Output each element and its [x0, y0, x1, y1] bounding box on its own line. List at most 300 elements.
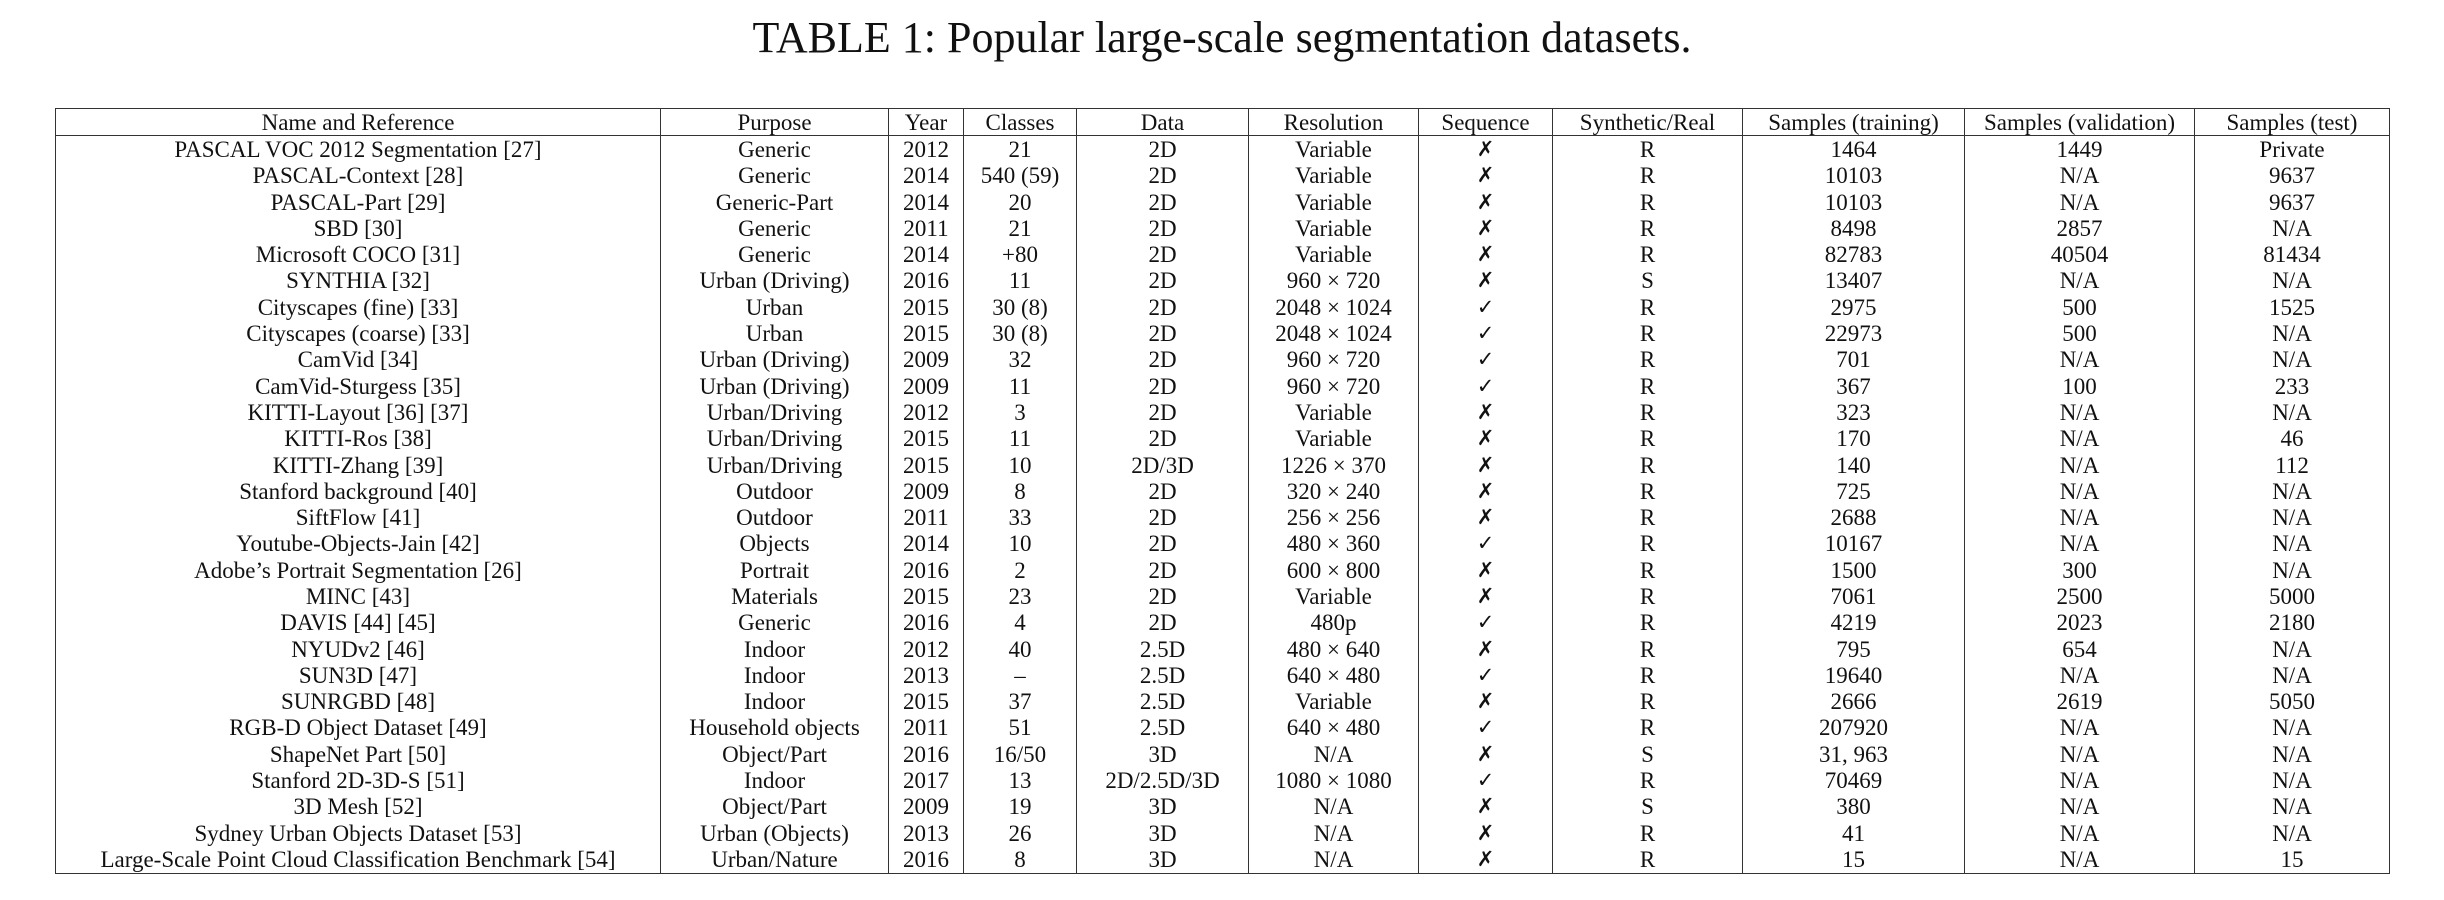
cross-mark-icon: ✗: [1419, 741, 1553, 767]
cell-synthetic-real: R: [1553, 636, 1743, 662]
cell-samples-validation: 654: [1965, 636, 2195, 662]
table-row: [56, 320, 2390, 346]
cell-name: Microsoft COCO [31]: [56, 241, 661, 267]
cell-synthetic-real: R: [1553, 426, 1743, 452]
cell-samples-validation: N/A: [1965, 347, 2195, 373]
cell-name: CamVid [34]: [56, 347, 661, 373]
cell-samples-test: N/A: [2195, 504, 2390, 530]
cell-samples-validation: N/A: [1965, 399, 2195, 425]
cell-samples-validation: 40504: [1965, 241, 2195, 267]
cell-samples-validation: 100: [1965, 373, 2195, 399]
cell-resolution: N/A: [1249, 794, 1419, 820]
cross-mark-icon: ✗: [1419, 215, 1553, 241]
cell-samples-validation: 2857: [1965, 215, 2195, 241]
cell-samples-test: 46: [2195, 426, 2390, 452]
cell-resolution: 2048 × 1024: [1249, 320, 1419, 346]
cross-mark-icon: ✗: [1419, 636, 1553, 662]
cell-data: 2D: [1077, 320, 1249, 346]
cross-mark-icon: ✗: [1419, 426, 1553, 452]
cell-samples-test: N/A: [2195, 794, 2390, 820]
cell-name: SUN3D [47]: [56, 662, 661, 688]
cell-synthetic-real: R: [1553, 820, 1743, 846]
cell-samples-validation: N/A: [1965, 452, 2195, 478]
cell-samples-validation: N/A: [1965, 767, 2195, 793]
cell-resolution: 960 × 720: [1249, 373, 1419, 399]
cell-samples-training: 701: [1743, 347, 1965, 373]
cell-resolution: N/A: [1249, 741, 1419, 767]
cell-data: 2D: [1077, 426, 1249, 452]
cell-samples-validation: N/A: [1965, 794, 2195, 820]
cell-year: 2011: [889, 504, 964, 530]
cell-name: Stanford background [40]: [56, 478, 661, 504]
table-row: [56, 689, 2390, 715]
check-mark-icon: ✓: [1419, 610, 1553, 636]
cell-name: Large-Scale Point Cloud Classification Benchmark [54]: [56, 846, 661, 873]
cell-samples-test: 81434: [2195, 241, 2390, 267]
check-mark-icon: ✓: [1419, 767, 1553, 793]
cell-data: 2D: [1077, 504, 1249, 530]
cell-year: 2015: [889, 294, 964, 320]
cell-year: 2012: [889, 136, 964, 163]
cell-resolution: Variable: [1249, 241, 1419, 267]
datasets-table: [55, 108, 2390, 874]
cell-synthetic-real: R: [1553, 136, 1743, 163]
cell-year: 2013: [889, 662, 964, 688]
cell-classes: 51: [964, 715, 1077, 741]
cell-samples-training: 2666: [1743, 689, 1965, 715]
cell-classes: 13: [964, 767, 1077, 793]
cell-purpose: Urban/Nature: [661, 846, 889, 873]
cell-year: 2014: [889, 189, 964, 215]
cell-classes: 26: [964, 820, 1077, 846]
table-row: [56, 399, 2390, 425]
cell-samples-validation: 2619: [1965, 689, 2195, 715]
table-row: [56, 136, 2390, 163]
cell-data: 3D: [1077, 820, 1249, 846]
cell-data: 2.5D: [1077, 662, 1249, 688]
cell-synthetic-real: R: [1553, 689, 1743, 715]
header-classes: Classes: [964, 109, 1077, 136]
cell-purpose: Urban: [661, 320, 889, 346]
cell-year: 2009: [889, 347, 964, 373]
cell-samples-test: Private: [2195, 136, 2390, 163]
cell-year: 2009: [889, 478, 964, 504]
cell-samples-test: N/A: [2195, 320, 2390, 346]
cell-name: RGB-D Object Dataset [49]: [56, 715, 661, 741]
cross-mark-icon: ✗: [1419, 136, 1553, 163]
check-mark-icon: ✓: [1419, 320, 1553, 346]
cell-resolution: 1226 × 370: [1249, 452, 1419, 478]
cross-mark-icon: ✗: [1419, 557, 1553, 583]
cell-samples-test: 5000: [2195, 583, 2390, 609]
cell-resolution: 2048 × 1024: [1249, 294, 1419, 320]
cell-samples-training: 140: [1743, 452, 1965, 478]
cell-samples-training: 1464: [1743, 136, 1965, 163]
table-row: [56, 452, 2390, 478]
cell-synthetic-real: R: [1553, 846, 1743, 873]
cell-samples-test: 112: [2195, 452, 2390, 478]
cell-synthetic-real: R: [1553, 373, 1743, 399]
check-mark-icon: ✓: [1419, 373, 1553, 399]
cell-synthetic-real: R: [1553, 163, 1743, 189]
cell-samples-validation: N/A: [1965, 846, 2195, 873]
cell-samples-test: 2180: [2195, 610, 2390, 636]
cell-purpose: Indoor: [661, 689, 889, 715]
table-row: [56, 715, 2390, 741]
cell-year: 2015: [889, 426, 964, 452]
header-resolution: Resolution: [1249, 109, 1419, 136]
cell-purpose: Generic-Part: [661, 189, 889, 215]
cell-resolution: 480 × 640: [1249, 636, 1419, 662]
cell-year: 2015: [889, 452, 964, 478]
cell-synthetic-real: R: [1553, 452, 1743, 478]
cell-samples-validation: 500: [1965, 294, 2195, 320]
header-samples-validation: Samples (validation): [1965, 109, 2195, 136]
cell-resolution: Variable: [1249, 215, 1419, 241]
cross-mark-icon: ✗: [1419, 241, 1553, 267]
cell-samples-validation: N/A: [1965, 268, 2195, 294]
cell-classes: 33: [964, 504, 1077, 530]
cell-classes: 30 (8): [964, 294, 1077, 320]
cell-resolution: 480p: [1249, 610, 1419, 636]
cell-samples-training: 367: [1743, 373, 1965, 399]
cell-samples-validation: N/A: [1965, 531, 2195, 557]
cell-samples-training: 70469: [1743, 767, 1965, 793]
cell-samples-test: N/A: [2195, 820, 2390, 846]
cell-synthetic-real: R: [1553, 715, 1743, 741]
cell-samples-test: N/A: [2195, 715, 2390, 741]
cell-classes: 4: [964, 610, 1077, 636]
cell-samples-test: 233: [2195, 373, 2390, 399]
table-caption: TABLE 1: Popular large-scale segmentation datasets.: [752, 13, 1692, 62]
check-mark-icon: ✓: [1419, 531, 1553, 557]
table-row: [56, 794, 2390, 820]
cross-mark-icon: ✗: [1419, 163, 1553, 189]
cell-synthetic-real: R: [1553, 320, 1743, 346]
cell-synthetic-real: R: [1553, 662, 1743, 688]
cross-mark-icon: ✗: [1419, 399, 1553, 425]
cell-year: 2009: [889, 373, 964, 399]
cell-samples-training: 10103: [1743, 163, 1965, 189]
cell-purpose: Generic: [661, 136, 889, 163]
cross-mark-icon: ✗: [1419, 846, 1553, 873]
cell-year: 2014: [889, 163, 964, 189]
cell-resolution: N/A: [1249, 820, 1419, 846]
header-name: Name and Reference: [56, 109, 661, 136]
cell-samples-training: 7061: [1743, 583, 1965, 609]
check-mark-icon: ✓: [1419, 715, 1553, 741]
cell-name: PASCAL-Part [29]: [56, 189, 661, 215]
cell-data: 2D: [1077, 478, 1249, 504]
table-row: [56, 767, 2390, 793]
check-mark-icon: ✓: [1419, 294, 1553, 320]
cell-data: 2D: [1077, 373, 1249, 399]
cell-classes: 3: [964, 399, 1077, 425]
cell-resolution: 640 × 480: [1249, 715, 1419, 741]
cell-classes: 8: [964, 846, 1077, 873]
cell-samples-training: 4219: [1743, 610, 1965, 636]
cross-mark-icon: ✗: [1419, 689, 1553, 715]
cell-synthetic-real: R: [1553, 531, 1743, 557]
cell-year: 2015: [889, 583, 964, 609]
table-row: [56, 426, 2390, 452]
cell-samples-test: N/A: [2195, 767, 2390, 793]
cell-samples-test: N/A: [2195, 478, 2390, 504]
cell-resolution: 1080 × 1080: [1249, 767, 1419, 793]
cell-year: 2016: [889, 268, 964, 294]
cell-samples-test: 5050: [2195, 689, 2390, 715]
cell-samples-training: 725: [1743, 478, 1965, 504]
check-mark-icon: ✓: [1419, 347, 1553, 373]
cell-year: 2016: [889, 610, 964, 636]
header-purpose: Purpose: [661, 109, 889, 136]
cell-samples-training: 19640: [1743, 662, 1965, 688]
cell-samples-test: N/A: [2195, 399, 2390, 425]
cell-samples-test: N/A: [2195, 662, 2390, 688]
cell-data: 2D: [1077, 583, 1249, 609]
cell-resolution: Variable: [1249, 136, 1419, 163]
cell-samples-test: 9637: [2195, 189, 2390, 215]
cell-samples-test: 1525: [2195, 294, 2390, 320]
table-row: [56, 846, 2390, 873]
cell-resolution: Variable: [1249, 163, 1419, 189]
table-row: [56, 478, 2390, 504]
cell-purpose: Urban (Objects): [661, 820, 889, 846]
cell-classes: 19: [964, 794, 1077, 820]
cell-resolution: Variable: [1249, 399, 1419, 425]
cell-name: SUNRGBD [48]: [56, 689, 661, 715]
cell-name: Adobe’s Portrait Segmentation [26]: [56, 557, 661, 583]
cell-year: 2015: [889, 320, 964, 346]
table-row: [56, 241, 2390, 267]
cell-samples-validation: N/A: [1965, 163, 2195, 189]
cell-samples-validation: N/A: [1965, 478, 2195, 504]
cell-synthetic-real: R: [1553, 583, 1743, 609]
cell-purpose: Household objects: [661, 715, 889, 741]
cell-name: Youtube-Objects-Jain [42]: [56, 531, 661, 557]
cross-mark-icon: ✗: [1419, 820, 1553, 846]
cell-name: SBD [30]: [56, 215, 661, 241]
cell-synthetic-real: S: [1553, 268, 1743, 294]
cell-classes: 10: [964, 452, 1077, 478]
cell-name: NYUDv2 [46]: [56, 636, 661, 662]
cell-data: 2D: [1077, 610, 1249, 636]
cell-samples-validation: N/A: [1965, 715, 2195, 741]
cell-samples-training: 323: [1743, 399, 1965, 425]
cell-samples-validation: N/A: [1965, 820, 2195, 846]
cell-samples-test: 15: [2195, 846, 2390, 873]
cell-purpose: Portrait: [661, 557, 889, 583]
cell-samples-validation: 500: [1965, 320, 2195, 346]
cell-classes: 8: [964, 478, 1077, 504]
cell-samples-test: N/A: [2195, 215, 2390, 241]
cell-samples-test: 9637: [2195, 163, 2390, 189]
cell-samples-test: N/A: [2195, 636, 2390, 662]
cell-purpose: Indoor: [661, 767, 889, 793]
cell-classes: 10: [964, 531, 1077, 557]
cell-samples-validation: N/A: [1965, 189, 2195, 215]
cell-classes: 11: [964, 373, 1077, 399]
table-row: [56, 820, 2390, 846]
table-row: [56, 268, 2390, 294]
cell-samples-validation: 2023: [1965, 610, 2195, 636]
cell-year: 2011: [889, 215, 964, 241]
cell-data: 2D: [1077, 347, 1249, 373]
cell-purpose: Generic: [661, 163, 889, 189]
cell-resolution: 640 × 480: [1249, 662, 1419, 688]
cross-mark-icon: ✗: [1419, 268, 1553, 294]
cell-year: 2009: [889, 794, 964, 820]
cell-synthetic-real: R: [1553, 399, 1743, 425]
cell-resolution: 600 × 800: [1249, 557, 1419, 583]
cell-classes: 2: [964, 557, 1077, 583]
cross-mark-icon: ✗: [1419, 189, 1553, 215]
cell-data: 3D: [1077, 741, 1249, 767]
cell-resolution: 960 × 720: [1249, 268, 1419, 294]
table-row: [56, 163, 2390, 189]
cell-synthetic-real: R: [1553, 294, 1743, 320]
cell-synthetic-real: R: [1553, 347, 1743, 373]
cell-purpose: Generic: [661, 610, 889, 636]
cross-mark-icon: ✗: [1419, 583, 1553, 609]
cell-purpose: Urban (Driving): [661, 373, 889, 399]
cell-purpose: Urban/Driving: [661, 426, 889, 452]
cell-classes: 21: [964, 215, 1077, 241]
cell-classes: 11: [964, 268, 1077, 294]
cell-samples-training: 15: [1743, 846, 1965, 873]
cell-data: 2D/2.5D/3D: [1077, 767, 1249, 793]
cell-data: 2.5D: [1077, 715, 1249, 741]
cell-name: MINC [43]: [56, 583, 661, 609]
table-row: [56, 741, 2390, 767]
cell-year: 2012: [889, 399, 964, 425]
cross-mark-icon: ✗: [1419, 452, 1553, 478]
cell-classes: 21: [964, 136, 1077, 163]
cell-data: 2.5D: [1077, 636, 1249, 662]
header-samples-test: Samples (test): [2195, 109, 2390, 136]
cell-purpose: Urban/Driving: [661, 452, 889, 478]
cell-year: 2012: [889, 636, 964, 662]
cell-classes: 40: [964, 636, 1077, 662]
cell-samples-training: 1500: [1743, 557, 1965, 583]
cell-purpose: Object/Part: [661, 794, 889, 820]
table-row: [56, 347, 2390, 373]
cell-data: 3D: [1077, 794, 1249, 820]
cell-year: 2016: [889, 741, 964, 767]
cell-samples-training: 170: [1743, 426, 1965, 452]
cell-name: PASCAL VOC 2012 Segmentation [27]: [56, 136, 661, 163]
cell-year: 2014: [889, 531, 964, 557]
cell-samples-test: N/A: [2195, 347, 2390, 373]
cell-data: 2D: [1077, 163, 1249, 189]
cell-name: 3D Mesh [52]: [56, 794, 661, 820]
cell-classes: 37: [964, 689, 1077, 715]
cell-samples-training: 10103: [1743, 189, 1965, 215]
table-row: [56, 662, 2390, 688]
cell-resolution: 960 × 720: [1249, 347, 1419, 373]
cell-resolution: N/A: [1249, 846, 1419, 873]
cell-synthetic-real: R: [1553, 215, 1743, 241]
cell-samples-validation: 1449: [1965, 136, 2195, 163]
cell-samples-validation: N/A: [1965, 662, 2195, 688]
cell-data: 2D: [1077, 557, 1249, 583]
cell-classes: +80: [964, 241, 1077, 267]
cell-synthetic-real: R: [1553, 557, 1743, 583]
cell-samples-training: 10167: [1743, 531, 1965, 557]
cell-samples-training: 41: [1743, 820, 1965, 846]
cell-data: 2D/3D: [1077, 452, 1249, 478]
table-row: [56, 294, 2390, 320]
cell-purpose: Generic: [661, 241, 889, 267]
cell-samples-validation: N/A: [1965, 741, 2195, 767]
cell-classes: 30 (8): [964, 320, 1077, 346]
cell-data: 2.5D: [1077, 689, 1249, 715]
cell-data: 2D: [1077, 241, 1249, 267]
cell-samples-training: 82783: [1743, 241, 1965, 267]
cell-year: 2013: [889, 820, 964, 846]
cell-resolution: Variable: [1249, 583, 1419, 609]
cell-name: KITTI-Layout [36] [37]: [56, 399, 661, 425]
cell-purpose: Urban (Driving): [661, 268, 889, 294]
cell-samples-training: 2975: [1743, 294, 1965, 320]
cell-purpose: Materials: [661, 583, 889, 609]
cell-resolution: 480 × 360: [1249, 531, 1419, 557]
cell-classes: 16/50: [964, 741, 1077, 767]
cell-classes: 540 (59): [964, 163, 1077, 189]
cell-samples-validation: N/A: [1965, 426, 2195, 452]
cell-name: DAVIS [44] [45]: [56, 610, 661, 636]
cell-samples-test: N/A: [2195, 531, 2390, 557]
cell-name: SiftFlow [41]: [56, 504, 661, 530]
header-samples-training: Samples (training): [1743, 109, 1965, 136]
cell-data: 2D: [1077, 268, 1249, 294]
cell-samples-training: 13407: [1743, 268, 1965, 294]
cell-samples-test: N/A: [2195, 557, 2390, 583]
cell-name: PASCAL-Context [28]: [56, 163, 661, 189]
cell-classes: 32: [964, 347, 1077, 373]
cell-resolution: Variable: [1249, 689, 1419, 715]
cell-samples-training: 795: [1743, 636, 1965, 662]
cell-synthetic-real: S: [1553, 794, 1743, 820]
cell-resolution: Variable: [1249, 189, 1419, 215]
cell-purpose: Objects: [661, 531, 889, 557]
cell-resolution: 320 × 240: [1249, 478, 1419, 504]
cell-data: 2D: [1077, 215, 1249, 241]
cell-resolution: Variable: [1249, 426, 1419, 452]
check-mark-icon: ✓: [1419, 662, 1553, 688]
cell-name: ShapeNet Part [50]: [56, 741, 661, 767]
cell-year: 2016: [889, 557, 964, 583]
cell-data: 2D: [1077, 294, 1249, 320]
table-row: [56, 583, 2390, 609]
cell-purpose: Outdoor: [661, 504, 889, 530]
cell-name: Cityscapes (fine) [33]: [56, 294, 661, 320]
header-data: Data: [1077, 109, 1249, 136]
cell-classes: –: [964, 662, 1077, 688]
cell-samples-training: 8498: [1743, 215, 1965, 241]
datasets-table-container: [55, 108, 2389, 874]
cell-purpose: Indoor: [661, 636, 889, 662]
cell-name: Stanford 2D-3D-S [51]: [56, 767, 661, 793]
cell-samples-validation: 2500: [1965, 583, 2195, 609]
cell-samples-training: 2688: [1743, 504, 1965, 530]
cell-classes: 20: [964, 189, 1077, 215]
cell-synthetic-real: R: [1553, 189, 1743, 215]
cell-name: Sydney Urban Objects Dataset [53]: [56, 820, 661, 846]
cross-mark-icon: ✗: [1419, 478, 1553, 504]
cell-year: 2014: [889, 241, 964, 267]
cell-name: CamVid-Sturgess [35]: [56, 373, 661, 399]
